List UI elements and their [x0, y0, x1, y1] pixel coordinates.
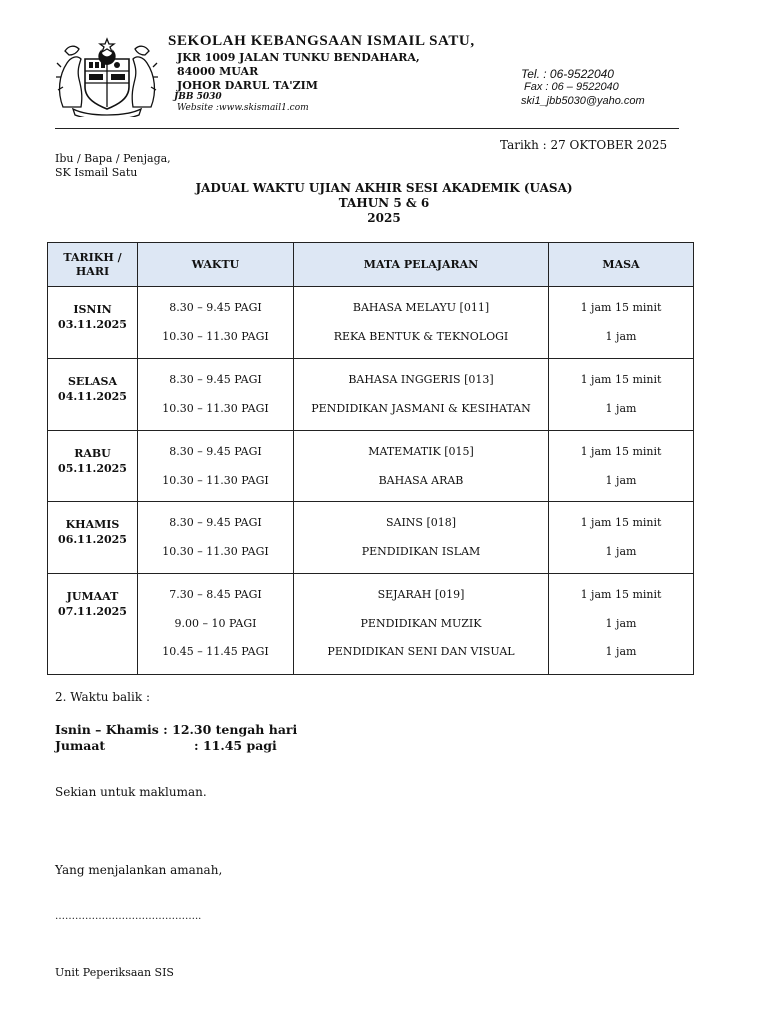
day-name: ISNIN — [73, 303, 112, 316]
telephone: Tel. : 06-9522040 — [521, 67, 614, 81]
duration: 1 jam — [605, 645, 637, 658]
time-cell — [138, 574, 294, 675]
closing-text: Sekian untuk makluman. — [55, 785, 207, 799]
subject: SEJARAH [019] — [377, 588, 465, 601]
subject: BAHASA INGGERIS [013] — [348, 373, 494, 386]
subject: PENDIDIKAN ISLAM — [361, 544, 481, 558]
day-name: KHAMIS — [65, 518, 120, 531]
duration: 1 jam 15 minit — [580, 373, 662, 386]
table-row — [48, 287, 694, 359]
day-date: 04.11.2025 — [58, 390, 127, 403]
recipient-line-1: Ibu / Bapa / Penjaga, — [55, 152, 171, 165]
time-cell — [138, 287, 294, 359]
subject-cell — [294, 431, 549, 502]
header-subject: MATA PELAJARAN — [294, 243, 549, 287]
duration: 1 jam — [605, 401, 637, 415]
subject-cell — [294, 287, 549, 359]
address-line-1: JKR 1009 JALAN TUNKU BENDAHARA, — [177, 51, 420, 64]
time-slot: 10.30 – 11.30 PAGI — [162, 329, 269, 343]
email: ski1_jbb5030@yaho.com — [521, 95, 645, 107]
table-row — [48, 574, 694, 675]
address-line-2: 84000 MUAR — [177, 65, 259, 78]
day-cell — [48, 431, 138, 502]
waktu-balik-heading: 2. Waktu balik : — [55, 690, 150, 704]
table-header-row — [48, 243, 694, 287]
subject-cell — [294, 502, 549, 574]
time-slot: 10.30 – 11.30 PAGI — [162, 544, 269, 558]
time-slot: 10.45 – 11.45 PAGI — [162, 645, 269, 658]
subject: PENDIDIKAN JASMANI & KESIHATAN — [311, 401, 531, 415]
time-slot: 9.00 – 10 PAGI — [174, 616, 257, 630]
duration-cell — [549, 574, 694, 675]
signoff-text: Yang menjalankan amanah, — [55, 863, 223, 877]
duration: 1 jam — [605, 473, 637, 487]
day-name: JUMAAT — [66, 590, 119, 603]
duration: 1 jam 15 minit — [580, 301, 662, 314]
table-row — [48, 502, 694, 574]
time-slot: 7.30 – 8.45 PAGI — [169, 588, 262, 601]
time-slot: 10.30 – 11.30 PAGI — [162, 401, 269, 415]
duration-cell — [549, 359, 694, 431]
day-date: 05.11.2025 — [58, 462, 127, 475]
subject: BAHASA ARAB — [378, 473, 464, 487]
letter-date: Tarikh : 27 OKTOBER 2025 — [500, 138, 668, 152]
signature-line: …………………………………….. — [55, 911, 202, 922]
fax: Fax : 06 – 9522040 — [524, 81, 619, 93]
duration: 1 jam — [605, 329, 637, 343]
day-name: RABU — [74, 447, 111, 460]
waktu-balik-line-1: Isnin – Khamis : 12.30 tengah hari — [55, 722, 298, 737]
time-slot: 8.30 – 9.45 PAGI — [169, 516, 262, 529]
duration: 1 jam — [605, 544, 637, 558]
subject: PENDIDIKAN MUZIK — [360, 616, 482, 630]
document-subtitle: TAHUN 5 & 6 — [338, 196, 430, 210]
time-cell — [138, 431, 294, 502]
day-date: 03.11.2025 — [58, 318, 127, 331]
recipient-line-2: SK Ismail Satu — [55, 166, 138, 179]
day-date: 07.11.2025 — [58, 605, 127, 618]
waktu-balik-line-2-value: : 11.45 pagi — [194, 738, 277, 753]
school-crest-logo — [55, 37, 159, 117]
duration-cell — [549, 431, 694, 502]
address-line-3: JOHOR DARUL TA'ZIM — [177, 79, 318, 92]
header-date-day: TARIKH / HARI — [48, 243, 138, 287]
duration-cell — [549, 287, 694, 359]
time-slot: 10.30 – 11.30 PAGI — [162, 473, 269, 487]
exam-schedule-table — [47, 242, 694, 675]
day-cell — [48, 287, 138, 359]
day-name: SELASA — [67, 375, 118, 388]
time-slot: 8.30 – 9.45 PAGI — [169, 445, 262, 458]
duration: 1 jam 15 minit — [580, 445, 662, 458]
time-cell — [138, 502, 294, 574]
waktu-balik-line-2-label: Jumaat — [55, 738, 106, 753]
subject: REKA BENTUK & TEKNOLOGI — [333, 329, 509, 343]
day-cell — [48, 574, 138, 675]
school-website: Website :www.skismail1.com — [177, 103, 309, 113]
document-year: 2025 — [367, 211, 401, 225]
document-title: JADUAL WAKTU UJIAN AKHIR SESI AKADEMIK (UASA) — [195, 181, 573, 195]
subject-cell — [294, 574, 549, 675]
signatory: Unit Peperiksaan SIS — [55, 966, 174, 979]
time-slot: 8.30 – 9.45 PAGI — [169, 301, 262, 314]
table-row — [48, 431, 694, 502]
day-date: 06.11.2025 — [58, 533, 127, 546]
duration: 1 jam 15 minit — [580, 588, 662, 601]
header-time: WAKTU — [138, 243, 294, 287]
subject: MATEMATIK [015] — [368, 445, 474, 458]
duration: 1 jam 15 minit — [580, 516, 662, 529]
subject: SAINS [018] — [385, 516, 457, 529]
header-duration: MASA — [549, 243, 694, 287]
time-cell — [138, 359, 294, 431]
day-cell — [48, 359, 138, 431]
school-code: JBB 5030 — [174, 92, 222, 102]
duration-cell — [549, 502, 694, 574]
school-name: SEKOLAH KEBANGSAAN ISMAIL SATU, — [168, 33, 475, 49]
subject: BAHASA MELAYU [011] — [352, 301, 490, 314]
day-cell — [48, 502, 138, 574]
time-slot: 8.30 – 9.45 PAGI — [169, 373, 262, 386]
subject-cell — [294, 359, 549, 431]
table-row — [48, 359, 694, 431]
subject: PENDIDIKAN SENI DAN VISUAL — [327, 645, 515, 658]
header-divider — [55, 128, 679, 129]
duration: 1 jam — [605, 616, 637, 630]
